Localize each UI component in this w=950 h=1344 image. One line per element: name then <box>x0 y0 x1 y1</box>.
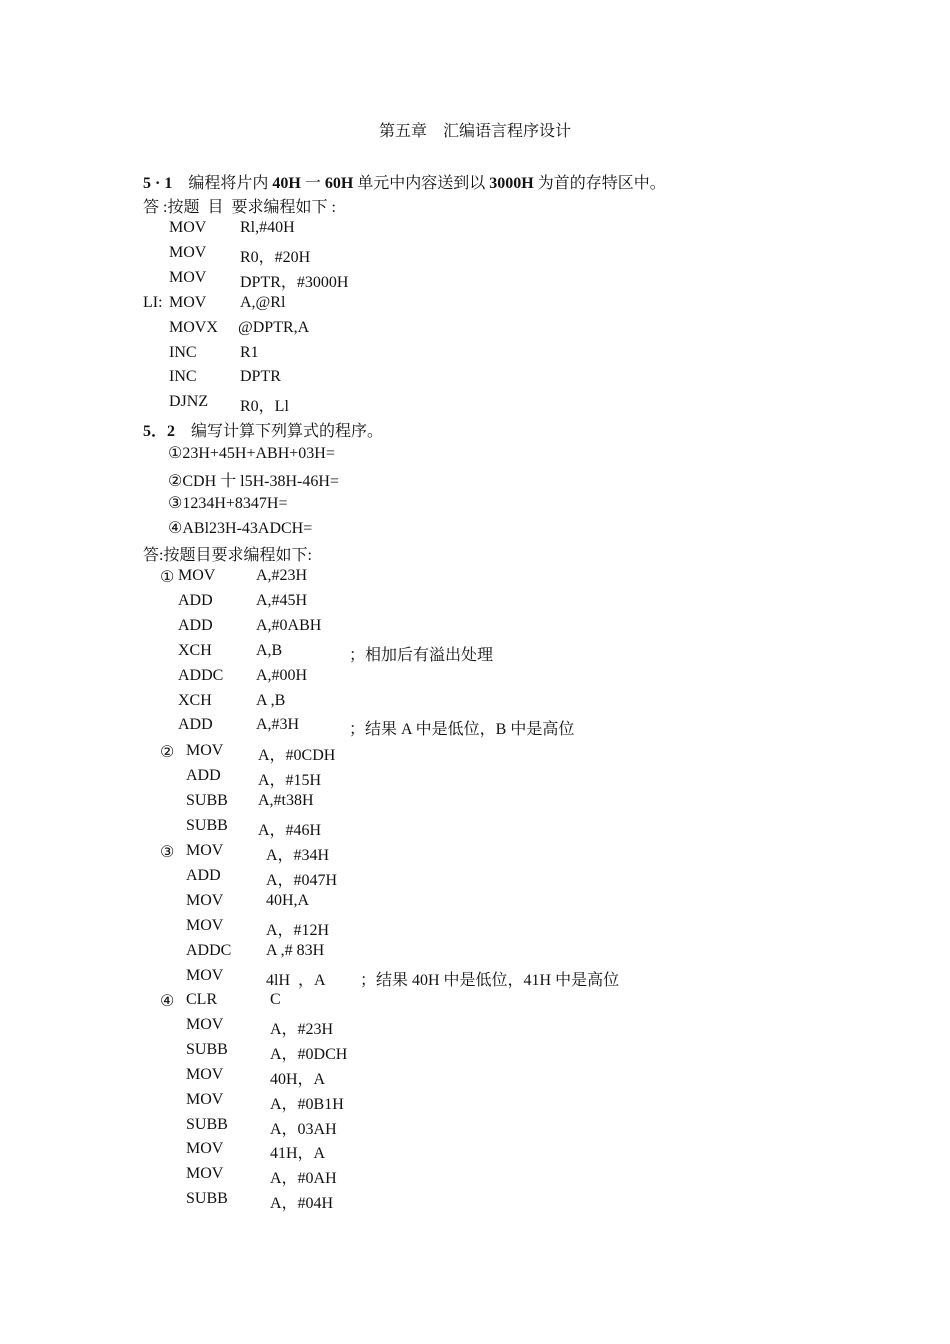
code-operand: A，#047H <box>266 871 338 889</box>
code-opcode: MOV <box>186 966 224 984</box>
question-text: 单元中内容送到以 <box>357 175 486 192</box>
code-operand: 4lH ，A <box>266 971 326 989</box>
code-operand: A，#0CDH <box>258 747 336 764</box>
code-operand: A ,# 83H <box>266 941 325 959</box>
code-opcode: ADD <box>186 766 221 784</box>
code-operand: A，#04H <box>270 1195 334 1213</box>
code-opcode: MOV <box>186 891 224 909</box>
code-operand: C <box>270 991 281 1008</box>
code-opcode: ADDC <box>178 666 224 684</box>
code-opcode: INC <box>169 368 197 386</box>
code-opcode: MOV <box>186 1090 224 1108</box>
code-operand: A，#46H <box>258 821 322 839</box>
code-operand: A,B <box>256 641 283 659</box>
code-comment: ；结果 A 中是低位，B 中是高位 <box>349 721 575 739</box>
code-operand: A，#15H <box>258 771 322 789</box>
code-operand: A,@Rl <box>240 293 286 311</box>
code-opcode: MOV <box>186 1140 224 1158</box>
question-5-1 <box>143 170 666 193</box>
code-operand: A ,B <box>256 691 286 709</box>
question-number: 5 · 1 <box>143 175 173 192</box>
code-opcode: ADDC <box>186 941 232 959</box>
code-operand: A,#00H <box>256 666 308 684</box>
question-bold: 3000H <box>489 175 534 192</box>
question-text: 为首的存特区中。 <box>537 175 666 192</box>
question-number: 5．2 <box>143 423 176 440</box>
code-opcode: MOV <box>186 1015 224 1033</box>
code-opcode: SUBB <box>186 816 228 834</box>
expression-item: ①23H+45H+ABH+03H= <box>168 445 335 462</box>
code-operand: A,#23H <box>256 567 308 584</box>
code-operand: R1 <box>240 343 259 361</box>
question-bold: 60H <box>324 175 354 192</box>
code-opcode: INC <box>169 343 197 361</box>
code-operand: A，03AH <box>270 1120 337 1138</box>
code-opcode: DJNZ <box>169 393 209 411</box>
code-operand: DPTR <box>240 368 281 386</box>
code-operand: DPTR，#3000H <box>240 273 349 291</box>
program-marker: ④ <box>160 993 175 1010</box>
code-opcode: MOV <box>186 842 224 859</box>
code-operand: 41H，A <box>270 1145 326 1163</box>
code-operand: A，#12H <box>266 921 330 939</box>
code-opcode: MOV <box>178 567 216 584</box>
expression-item: ②CDH 十 l5H-38H-46H= <box>168 473 339 490</box>
code-operand: A,#45H <box>256 591 308 609</box>
code-opcode: SUBB <box>186 791 228 809</box>
code-opcode: MOV <box>169 219 207 236</box>
question-text: 一 <box>304 175 321 192</box>
code-opcode: MOV <box>169 293 207 311</box>
code-operand: R0，#20H <box>240 248 311 266</box>
code-opcode: MOV <box>186 916 224 934</box>
program-marker: ③ <box>160 844 175 861</box>
code-opcode: ADD <box>178 616 213 634</box>
code-opcode: XCH <box>178 691 212 709</box>
chapter-title: 第五章 汇编语言程序设计 <box>378 123 571 140</box>
code-opcode: MOV <box>169 243 207 261</box>
code-operand: A，#0AH <box>270 1170 337 1188</box>
code-opcode: MOV <box>186 1065 224 1083</box>
question-5-2 <box>143 418 383 441</box>
code-operand: R0，Ll <box>240 398 289 416</box>
code-opcode: SUBB <box>186 1115 228 1133</box>
code-opcode: CLR <box>186 991 218 1008</box>
code-opcode: ADD <box>178 716 213 734</box>
code-operand: A,#t38H <box>258 791 314 809</box>
code-operand: @DPTR,A <box>238 318 310 336</box>
expression-item: ④ABl23H-43ADCH= <box>168 520 313 537</box>
code-operand: 40H,A <box>266 891 310 909</box>
answer-intro: 答 :按题 目 要求编程如下 : <box>143 199 336 216</box>
program-marker: ② <box>160 744 175 761</box>
code-operand: A,#3H <box>256 716 300 734</box>
code-operand: Rl,#40H <box>240 219 295 236</box>
expression-item: ③1234H+8347H= <box>168 495 288 512</box>
question-text: 编写计算下列算式的程序。 <box>191 423 384 440</box>
code-operand: A，#23H <box>270 1020 334 1038</box>
question-text: 编程将片内 <box>188 175 269 192</box>
code-operand: A，#0DCH <box>270 1045 348 1063</box>
code-opcode: SUBB <box>186 1040 228 1058</box>
code-opcode: SUBB <box>186 1190 228 1208</box>
code-operand: A，#0B1H <box>270 1095 344 1113</box>
question-bold: 40H <box>272 175 301 192</box>
code-opcode: MOV <box>186 742 224 759</box>
program-marker: ① <box>160 569 175 586</box>
code-comment: ；相加后有溢出处理 <box>349 646 494 664</box>
code-opcode: MOV <box>169 268 207 286</box>
code-operand: 40H，A <box>270 1070 326 1088</box>
code-comment: ；结果 40H 中是低位，41H 中是高位 <box>360 971 620 989</box>
code-opcode: MOVX <box>169 318 218 336</box>
code-opcode: ADD <box>186 866 221 884</box>
code-opcode: XCH <box>178 641 212 659</box>
code-opcode: MOV <box>186 1165 224 1183</box>
answer-intro-2: 答:按题目要求编程如下: <box>143 547 312 564</box>
code-operand: A,#0ABH <box>256 616 322 634</box>
code-label: LI: <box>143 293 163 311</box>
code-opcode: ADD <box>178 591 213 609</box>
code-operand: A，#34H <box>266 847 330 864</box>
